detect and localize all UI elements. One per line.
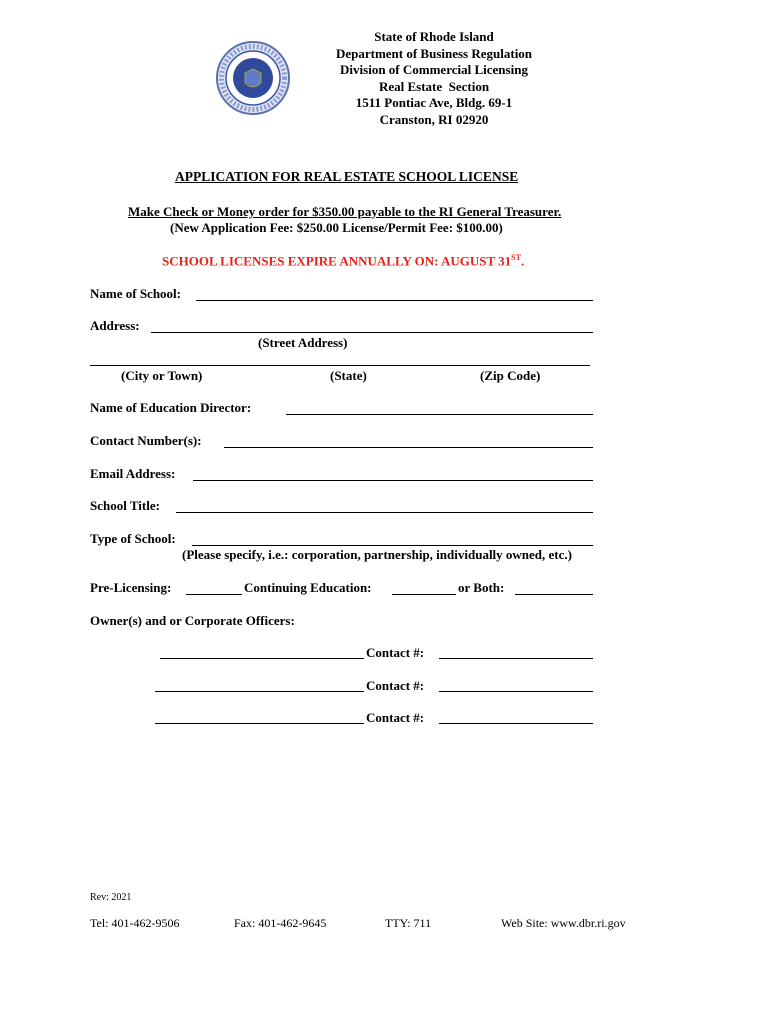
type-of-school-label: Type of School: xyxy=(90,531,176,546)
continuing-education-field[interactable] xyxy=(392,594,456,595)
footer-website: Web Site: www.dbr.ri.gov xyxy=(501,916,626,930)
type-of-school-field[interactable] xyxy=(192,545,593,546)
education-director-label: Name of Education Director: xyxy=(90,400,252,415)
expire-sup: ST xyxy=(511,253,521,262)
header-city: Cranston, RI 02920 xyxy=(379,111,489,127)
owner-contact-label-3: Contact #: xyxy=(366,710,425,725)
owners-label: Owner(s) and or Corporate Officers: xyxy=(90,613,295,628)
city-state-zip-field[interactable] xyxy=(90,365,590,366)
owner-contact-label-2: Contact #: xyxy=(366,678,425,693)
footer-fax: Fax: 401-462-9645 xyxy=(234,916,327,930)
header-street: 1511 Pontiac Ave, Bldg. 69-1 xyxy=(355,95,513,110)
license-expiration-notice xyxy=(162,253,524,269)
fee-breakdown: (New Application Fee: $250.00 License/Permit Fee: $100.00) xyxy=(170,220,503,235)
education-director-field[interactable] xyxy=(286,414,593,415)
owner-contact-label-1: Contact #: xyxy=(366,645,425,660)
email-field[interactable] xyxy=(193,480,593,481)
pre-licensing-label: Pre-Licensing: xyxy=(90,580,172,595)
pre-licensing-field[interactable] xyxy=(186,594,242,595)
owner-contact-field-1[interactable] xyxy=(439,658,593,659)
type-of-school-hint: (Please specify, i.e.: corporation, partnership, individually owned, etc.) xyxy=(182,547,572,562)
header-department: Department of Business Regulation xyxy=(335,45,533,61)
revision-note: Rev: 2021 xyxy=(90,892,132,903)
school-title-field[interactable] xyxy=(176,512,593,513)
header-block xyxy=(284,29,584,128)
expire-end: . xyxy=(520,253,525,269)
header-section: Real Estate Section xyxy=(378,78,490,94)
owner-name-field-1[interactable] xyxy=(160,658,364,659)
page-title: APPLICATION FOR REAL ESTATE SCHOOL LICENSE xyxy=(175,169,519,184)
school-title-label: School Title: xyxy=(90,498,160,513)
state-caption: (State) xyxy=(330,368,367,383)
footer-tty: TTY: 711 xyxy=(385,916,432,930)
city-caption: (City or Town) xyxy=(121,368,203,383)
continuing-education-label: Continuing Education: xyxy=(244,580,372,595)
name-of-school-label: Name of School: xyxy=(90,286,181,301)
owner-contact-field-2[interactable] xyxy=(439,691,593,692)
rhode-island-seal-icon xyxy=(216,41,290,115)
email-label: Email Address: xyxy=(90,466,176,481)
header-state: State of Rhode Island xyxy=(374,29,494,44)
name-of-school-field[interactable] xyxy=(196,300,593,301)
payment-instructions: Make Check or Money order for $350.00 payable to the RI General Treasurer. xyxy=(128,204,562,219)
street-address-caption: (Street Address) xyxy=(258,335,348,350)
owner-contact-field-3[interactable] xyxy=(439,723,593,724)
header-division: Division of Commercial Licensing xyxy=(340,62,528,77)
footer-tel: Tel: 401-462-9506 xyxy=(90,916,180,930)
owner-name-field-3[interactable] xyxy=(155,723,364,724)
expire-text: SCHOOL LICENSES EXPIRE ANNUALLY ON: AUGUST 31 xyxy=(162,253,512,269)
address-label: Address: xyxy=(90,318,140,333)
owner-name-field-2[interactable] xyxy=(155,691,364,692)
contact-numbers-field[interactable] xyxy=(224,447,593,448)
street-address-field[interactable] xyxy=(151,332,593,333)
zip-caption: (Zip Code) xyxy=(480,368,541,383)
contact-numbers-label: Contact Number(s): xyxy=(90,433,202,448)
or-both-field[interactable] xyxy=(515,594,593,595)
or-both-label: or Both: xyxy=(458,580,505,595)
